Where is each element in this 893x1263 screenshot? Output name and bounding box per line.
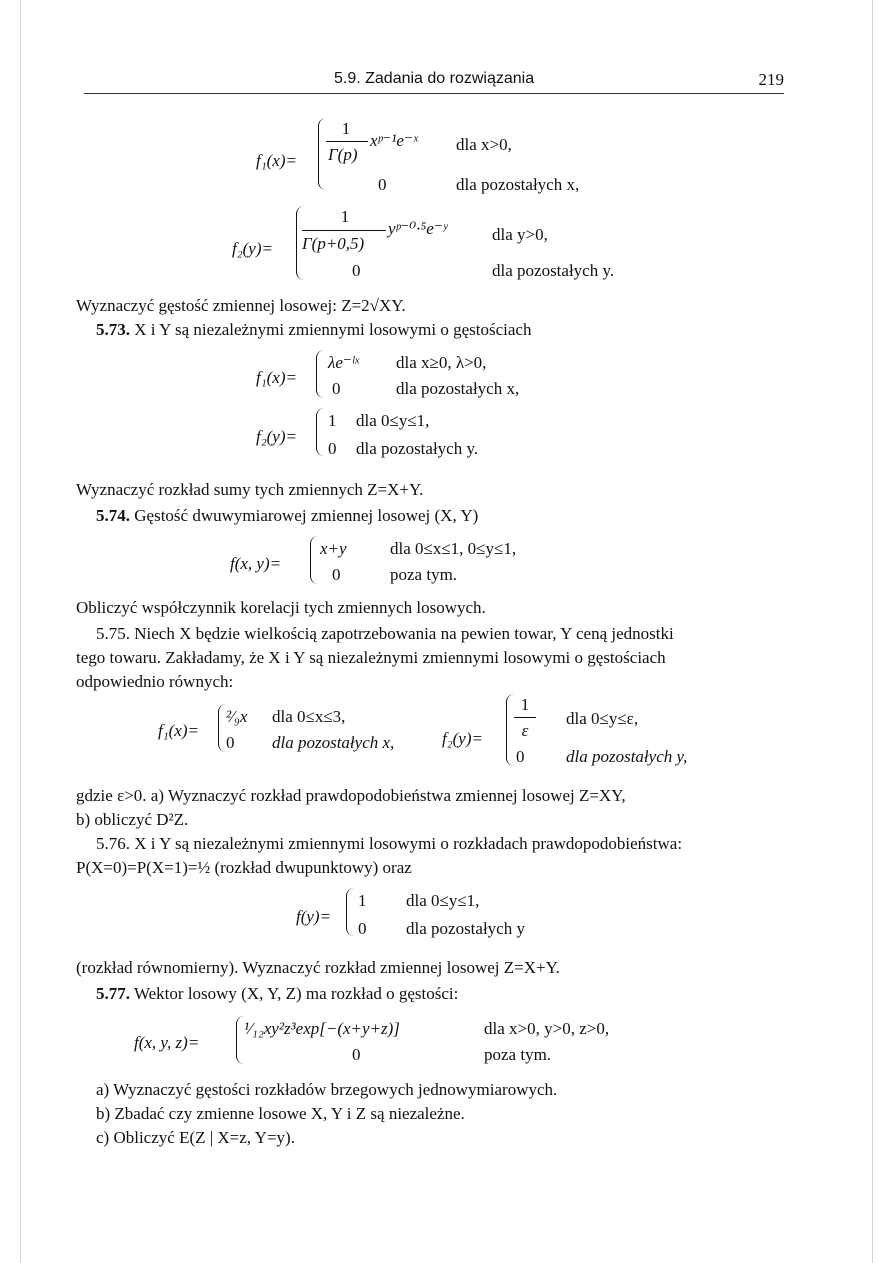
task-5-75-line-2: tego towaru. Zakładamy, że X i Y są niezależnymi zmiennymi losowymi o gęstościach: [76, 648, 666, 667]
eq4-row2-expr: 0: [328, 439, 337, 458]
eq1-numerator: 1: [341, 119, 351, 138]
eq1-denominator: Γ(p): [328, 145, 358, 164]
eq6-row1-expr: ²⁄₉x: [226, 707, 248, 726]
task-5-73: [96, 320, 531, 340]
task-5-77: [96, 984, 458, 1004]
eq8-row1-cond: dla x>0, y>0, z>0,: [484, 1019, 610, 1038]
eq5-row2-expr: 0: [332, 565, 341, 584]
paragraph-task-5-72-end: Wyznaczyć gęstość zmiennej losowej: Z=2√XY.: [76, 296, 406, 315]
eq1-condition-2: dla pozostałych x,: [456, 175, 580, 194]
eq8-row2-cond: poza tym.: [484, 1045, 552, 1064]
eq1-brace: [318, 118, 327, 190]
eq2-expression: yᵖ⁻⁰·⁵e⁻ʸ: [388, 219, 448, 238]
task-number: 5.73.: [96, 320, 130, 339]
eq8-row2-expr: 0: [352, 1045, 361, 1064]
eq1-fraction-bar: [326, 141, 368, 142]
eq6-right-row2-cond: dla pozostałych y,: [566, 747, 688, 766]
header-rule: [84, 93, 784, 94]
list-item-b: b) Zbadać czy zmienne losowe X, Y i Z są niezależne.: [96, 1104, 465, 1123]
list-item-c: c) Obliczyć E(Z | X=z, Y=y).: [96, 1128, 295, 1147]
eq4-row2-cond: dla pozostałych y.: [356, 439, 479, 458]
paragraph-task-5-73-end: Wyznaczyć rozkład sumy tych zmiennych Z=X+Y.: [76, 480, 424, 499]
eq2-lhs: f₂(y)=: [232, 239, 273, 258]
task-number: 5.74.: [96, 506, 130, 525]
eq4-brace: [316, 408, 325, 456]
task-text: Gęstość dwuwymiarowej zmiennej losowej (X, Y): [134, 506, 479, 525]
paragraph-task-5-74-end: Obliczyć współczynnik korelacji tych zmiennych losowych.: [76, 598, 486, 617]
eq3-row2-cond: dla pozostałych x,: [396, 379, 520, 398]
section-title: 5.9. Zadania do rozwiązania: [334, 70, 535, 87]
eq6-lhs-1: f₁(x)=: [158, 721, 199, 740]
eq8-lhs: f(x, y, z)=: [134, 1033, 200, 1052]
eq1-lhs: f₁(x)=: [256, 151, 297, 170]
eq5-row2-cond: poza tym.: [390, 565, 458, 584]
eq3-lhs: f₁(x)=: [256, 368, 297, 387]
eq8-row1-expr: ¹⁄₁₂xy²z³exp[−(x+y+z)]: [244, 1019, 400, 1038]
eq5-brace: [310, 536, 319, 584]
eq1-zero: 0: [378, 175, 387, 194]
eq2-zero: 0: [352, 261, 361, 280]
task-number: 5.77.: [96, 984, 130, 1003]
page-edge-left: [20, 0, 21, 1263]
eq6-right-row2-expr: 0: [516, 747, 525, 766]
eq6-row2-cond: dla pozostałych x,: [272, 733, 395, 752]
eq5-row1-cond: dla 0≤x≤1, 0≤y≤1,: [390, 539, 517, 558]
eq2-condition-2: dla pozostałych y.: [492, 261, 615, 280]
eq4-row1-expr: 1: [328, 411, 337, 430]
eq6-denominator: ε: [521, 721, 529, 740]
task-5-76-line-2: P(X=0)=P(X=1)=½ (rozkład dwupunktowy) oraz: [76, 858, 412, 877]
eq7-row2-expr: 0: [358, 919, 367, 938]
eq4-lhs: f₂(y)=: [256, 427, 297, 446]
eq2-fraction-bar: [302, 230, 386, 231]
task-5-74: [96, 506, 478, 526]
task-text: Wektor losowy (X, Y, Z) ma rozkład o gęstości:: [133, 984, 459, 1003]
eq7-row1-expr: 1: [358, 891, 367, 910]
eq6-lhs-2: f₂(y)=: [442, 729, 483, 748]
eq7-row2-cond: dla pozostałych y: [406, 919, 525, 938]
eq1-condition-1: dla x>0,: [456, 135, 512, 154]
task-5-76-line-1: 5.76. X i Y są niezależnymi zmiennymi losowymi o rozkładach prawdopodobieństwa:: [96, 834, 683, 853]
eq3-row1-expr: λe⁻ˡˣ: [328, 353, 359, 372]
eq2-condition-1: dla y>0,: [492, 225, 548, 244]
task-5-75-line-3: odpowiednio równych:: [76, 672, 234, 691]
eq3-brace: [316, 350, 325, 398]
eq6-row2-expr: 0: [226, 733, 235, 752]
eq6-right-row1-cond: dla 0≤y≤ε,: [566, 709, 639, 728]
eq6-numerator: 1: [520, 695, 530, 714]
eq7-lhs: f(y)=: [296, 907, 332, 926]
eq7-brace: [346, 888, 355, 936]
paragraph-task-5-76-end: (rozkład równomierny). Wyznaczyć rozkład zmiennej losowej Z=X+Y.: [76, 958, 560, 977]
page-number: 219: [758, 70, 784, 89]
eq1-expression: xᵖ⁻¹e⁻ˣ: [370, 131, 418, 150]
page-edge-right: [872, 0, 873, 1263]
eq2-numerator: 1: [340, 207, 350, 226]
paragraph-task-5-75-b: b) obliczyć D²Z.: [76, 810, 189, 829]
eq7-row1-cond: dla 0≤y≤1,: [406, 891, 480, 910]
eq5-lhs: f(x, y)=: [230, 554, 282, 573]
eq6-row1-cond: dla 0≤x≤3,: [272, 707, 346, 726]
eq3-row1-cond: dla x≥0, λ>0,: [396, 353, 487, 372]
task-text: X i Y są niezależnymi zmiennymi losowymi o gęstościach: [134, 320, 532, 339]
paragraph-task-5-75-a: gdzie ε>0. a) Wyznaczyć rozkład prawdopodobieństwa zmiennej losowej Z=XY,: [76, 786, 626, 805]
eq3-row2-expr: 0: [332, 379, 341, 398]
eq2-denominator: Γ(p+0,5): [302, 234, 365, 253]
list-item-a: a) Wyznaczyć gęstości rozkładów brzegowych jednowymiarowych.: [96, 1080, 558, 1099]
eq5-row1-expr: x+y: [320, 539, 347, 558]
task-5-75-line-1: 5.75. Niech X będzie wielkością zapotrzebowania na pewien towar, Y ceną jednostki: [96, 624, 674, 643]
eq4-row1-cond: dla 0≤y≤1,: [356, 411, 430, 430]
eq6-fraction-bar: [514, 717, 536, 718]
